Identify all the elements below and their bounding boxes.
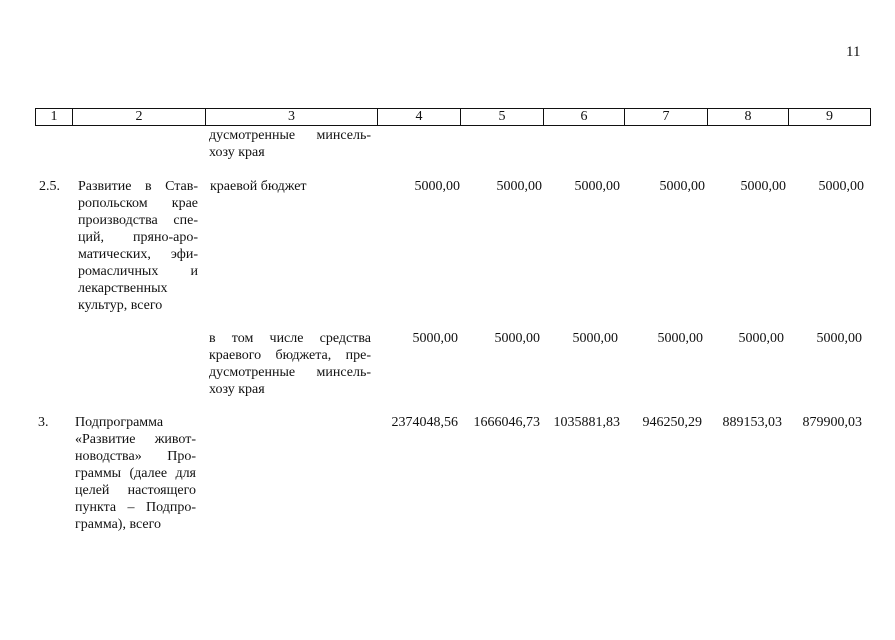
row-2-source-line: краевого бюджета, пре- [209,348,371,363]
column-header-7: 7 [625,109,708,126]
column-header-1: 1 [36,109,73,126]
row-1-value-col7: 5000,00 [659,179,705,194]
row-1-source: краевой бюджет [210,179,307,194]
row-1-name-line: матических, эфи- [78,247,198,262]
row-3-name-line: новодства» Про- [75,449,196,464]
row-1-value-col8: 5000,00 [740,179,786,194]
row-2-value-col5: 5000,00 [494,331,540,346]
row-2-value-col9: 5000,00 [816,331,862,346]
row-2-source [209,330,371,398]
row-1-name-line: лекарственных [78,281,168,296]
column-header-4: 4 [378,109,461,126]
row-3-name-line: пункта – Подпро- [75,500,196,515]
row-1-number: 2.5. [39,179,60,194]
row-2-source-line: дусмотренные минсель- [209,365,371,380]
row-1-name-line: ромасличных и [78,264,198,279]
row-2-source-line: хозу края [209,382,265,397]
column-header-6: 6 [544,109,625,126]
row-3-value-col6: 1035881,83 [553,415,620,430]
row-3-name-line: граммы (далее для [75,466,196,481]
row-3-value-col7: 946250,29 [642,415,702,430]
row-0-source [209,127,371,161]
row-3-name-line: целей настоящего [75,483,196,498]
row-1-name [78,178,198,314]
row-1-value-col9: 5000,00 [818,179,864,194]
row-2-value-col8: 5000,00 [738,331,784,346]
row-0-source-line: хозу края [209,145,265,160]
row-3-name-line: «Развитие живот- [75,432,196,447]
row-1-value-col5: 5000,00 [496,179,542,194]
row-1-value-col6: 5000,00 [574,179,620,194]
row-3-value-col8: 889153,03 [722,415,782,430]
page-number: 11 [846,44,861,60]
row-3-name-line: грамма), всего [75,517,161,532]
row-1-value-col4: 5000,00 [414,179,460,194]
column-header-5: 5 [461,109,544,126]
row-3-value-col5: 1666046,73 [473,415,540,430]
row-1-name-line: Развитие в Став- [78,179,198,194]
column-header-3: 3 [206,109,378,126]
row-1-name-line: культур, всего [78,298,163,313]
row-2-value-col7: 5000,00 [657,331,703,346]
row-3-value-col9: 879900,03 [802,415,862,430]
row-2-source-line: в том числе средства [209,331,371,346]
row-1-name-line: ропольском крае [78,196,198,211]
column-header-8: 8 [708,109,789,126]
row-3-name-line: Подпрограмма [75,415,164,430]
column-header-table [35,108,871,126]
row-2-value-col4: 5000,00 [412,331,458,346]
column-header-2: 2 [73,109,206,126]
row-0-source-line: дусмотренные минсель- [209,128,371,143]
row-1-name-line: ций, пряно-аро- [78,230,198,245]
row-2-value-col6: 5000,00 [572,331,618,346]
row-3-name [75,414,196,533]
row-3-value-col4: 2374048,56 [391,415,458,430]
row-1-name-line: производства спе- [78,213,198,228]
row-3-number: 3. [38,415,49,430]
column-header-9: 9 [789,109,871,126]
